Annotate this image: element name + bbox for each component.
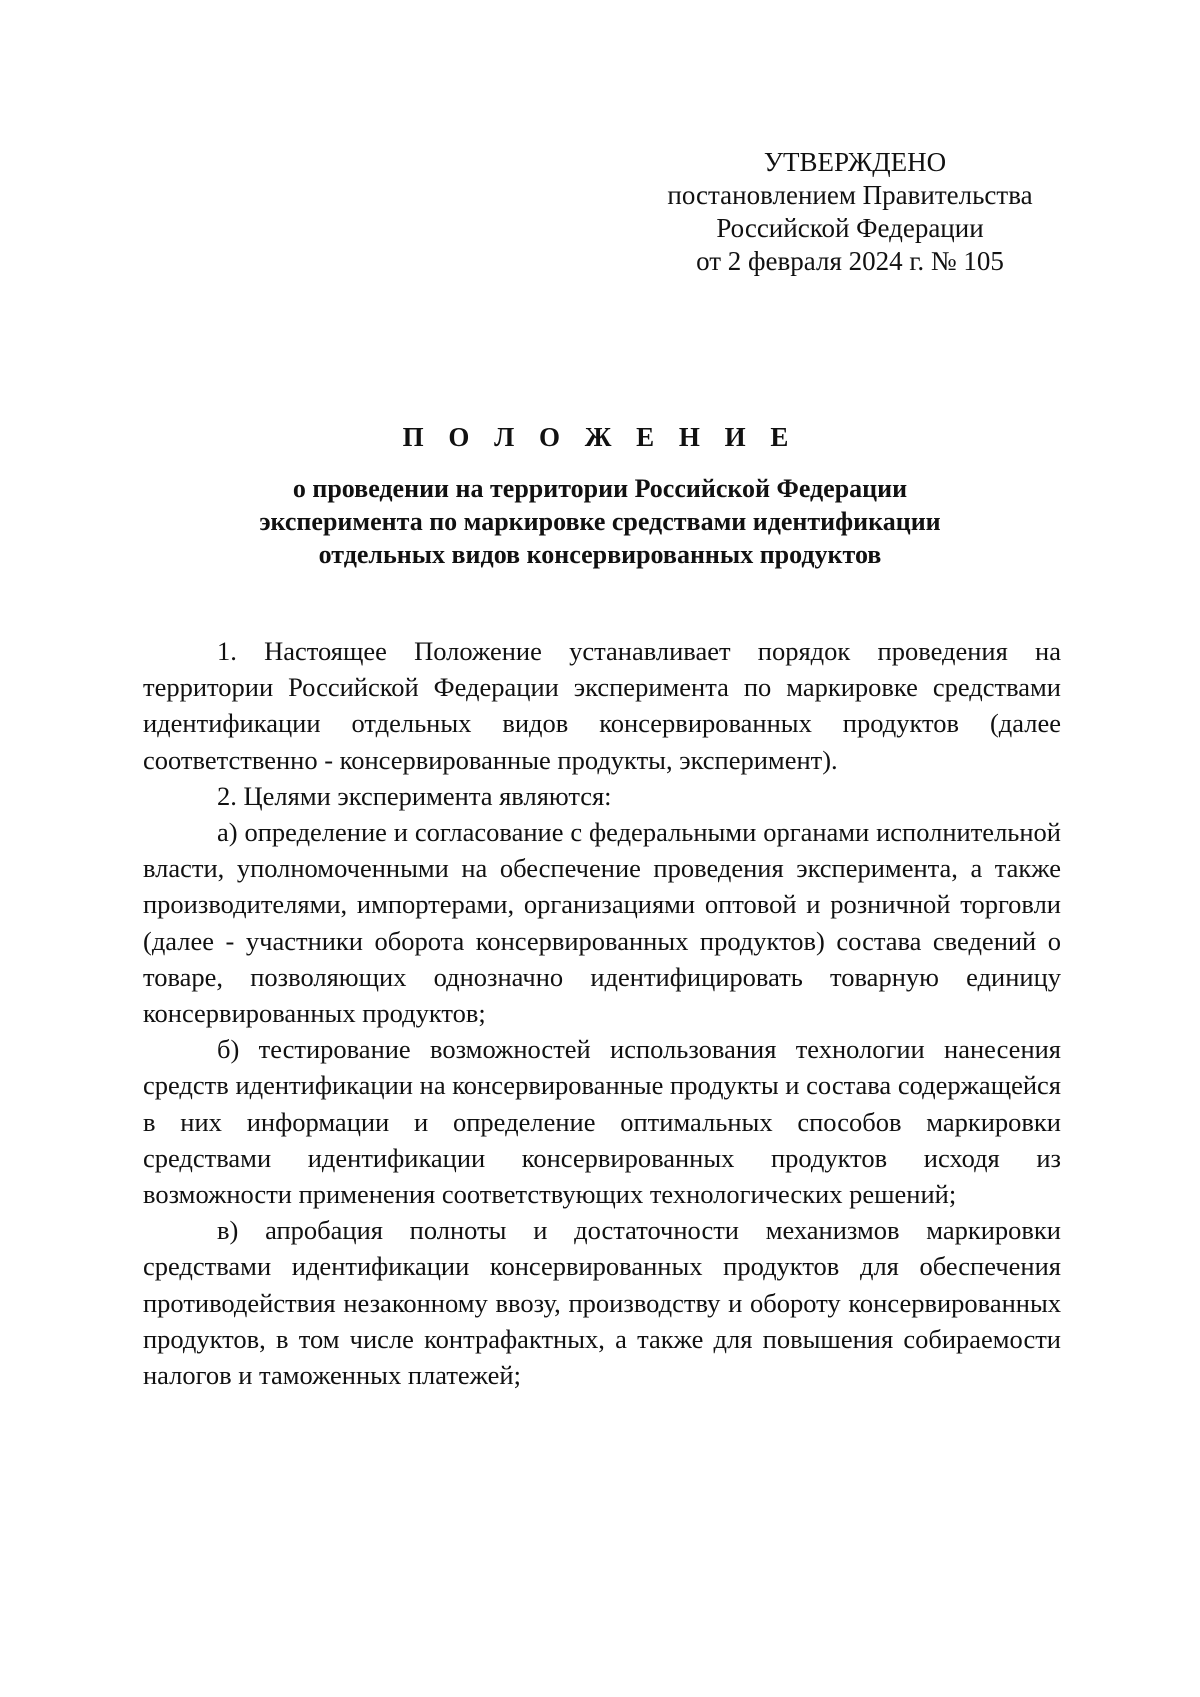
paragraph-2: 2. Целями эксперимента являются: xyxy=(217,780,612,811)
approval-date-line: от 2 февраля 2024 г. № 105 xyxy=(696,246,1004,276)
approval-stamp: УТВЕРЖДЕНО xyxy=(763,147,947,177)
paragraph-2b: б) тестирование возможностей использования технологии нанесения средств идентификации на консервированные продукты и состава содержащейся в них информации и определение оптимальных способов маркировки средствами идентификации консервированных продуктов исходя из возможности применения соответствующих технологических решений; xyxy=(143,1034,1061,1210)
paragraph-1: 1. Настоящее Положение устанавливает порядок проведения на территории Российской Федерации эксперимента по маркировке средствами идентификации отдельных видов консервированных продуктов (далее соответственно - консервированные продукты, эксперимент). xyxy=(143,636,1061,775)
subtitle-line: о проведении на территории Российской Федерации xyxy=(292,474,908,503)
document-body xyxy=(143,633,1061,1393)
approval-line: постановлением Правительства xyxy=(667,180,1033,210)
title-block xyxy=(140,420,1060,571)
approval-block xyxy=(640,146,1060,278)
paragraph-2c: в) апробация полноты и достаточности механизмов маркировки средствами идентификации консервированных продуктов для обеспечения противодействия незаконному ввозу, производству и обороту консервированных продуктов, в том числе контрафактных, а также для повышения собираемости налогов и таможенных платежей; xyxy=(143,1215,1061,1391)
approval-line: Российской Федерации xyxy=(716,213,984,243)
document-title: П О Л О Ж Е Н И Е xyxy=(402,422,798,452)
subtitle-line: эксперимента по маркировке средствами идентификации xyxy=(259,507,941,536)
document-subtitle xyxy=(140,472,1060,571)
subtitle-line: отдельных видов консервированных продуктов xyxy=(318,540,882,569)
paragraph-2a: а) определение и согласование с федеральными органами исполнительной власти, уполномоченными на обеспечение проведения эксперимента, а также производителями, импортерами, организациями оптовой и розничной торговли (далее - участники оборота консервированных продуктов) состава сведений о товаре, позволяющих однозначно идентифицировать товарную единицу консервированных продуктов; xyxy=(143,817,1061,1029)
